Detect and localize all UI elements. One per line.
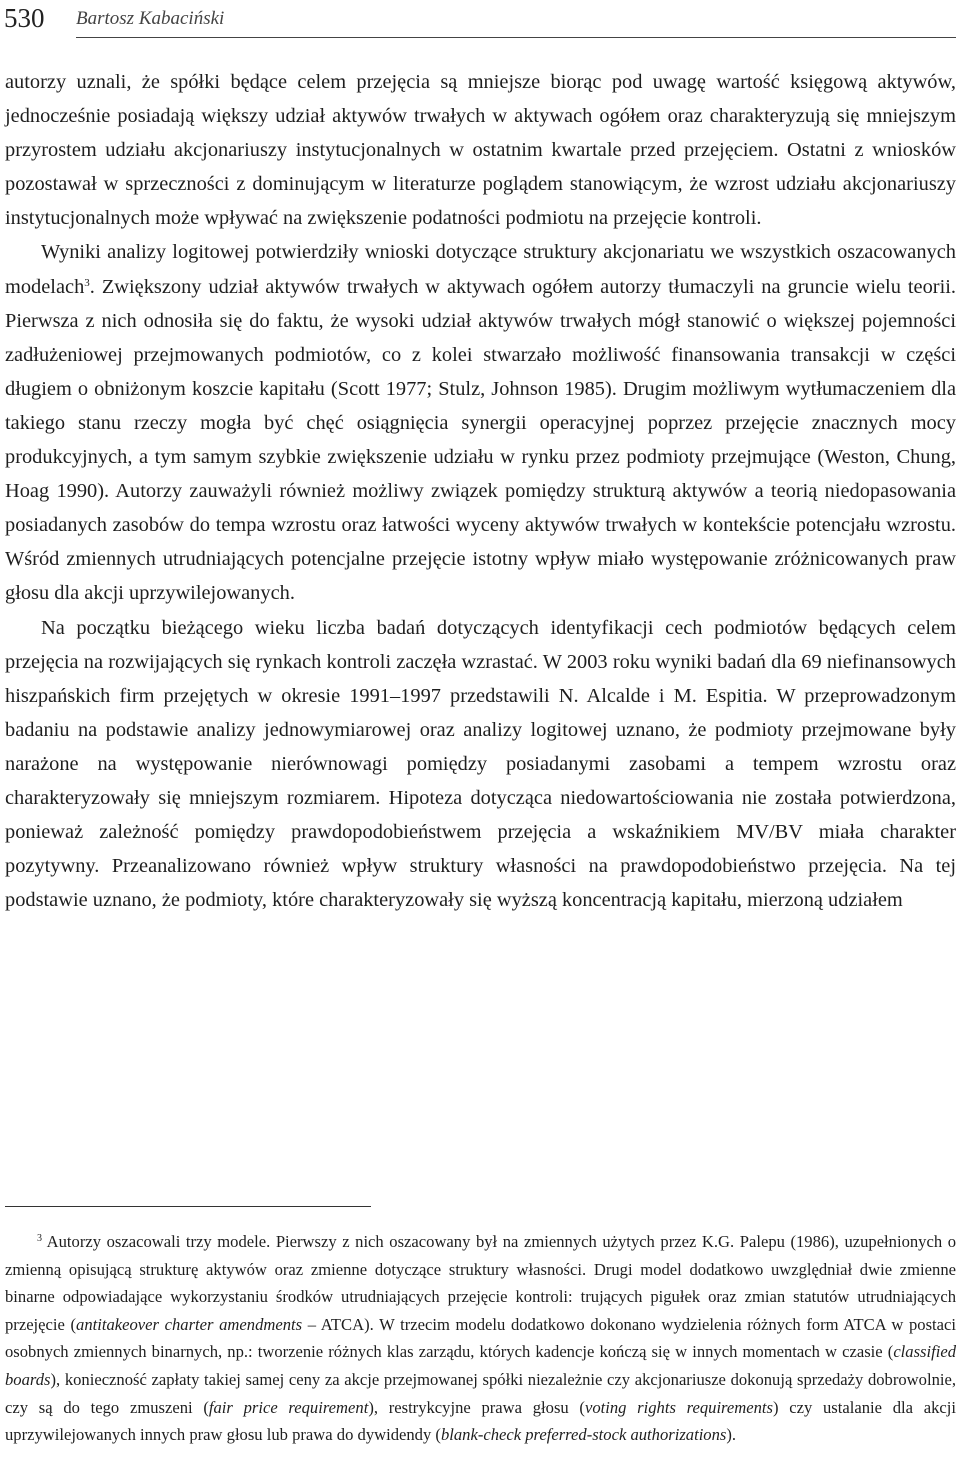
footnote-3 bbox=[5, 1228, 956, 1449]
running-head-author: Bartosz Kabaciński bbox=[76, 8, 225, 29]
footnote-term-voting-rights: voting rights requirements bbox=[584, 1397, 773, 1417]
footnote-text-5: ) czy ustalanie dla akcji uprzywilejowanych innych praw głosu lub prawa do dywidendy ( bbox=[5, 1397, 956, 1445]
footnote-term-atca: antitakeover charter amendments bbox=[76, 1314, 303, 1334]
footnote-text-2: – ATCA). W trzecim modelu dodatkowo dokonano wydzielenia różnych form ATCA w postaci osobnych zmiennych binarnych, np.: tworzenie różnych klas zarządu, których kadencje kończą się w innych momentach w czasie ( bbox=[5, 1314, 957, 1362]
paragraph-1: autorzy uznali, że spółki będące celem przejęcia są mniejsze biorąc pod uwagę wartość księgową aktywów, jednocześnie posiadają większy udział aktywów trwałych w aktywach ogółem oraz charakteryzują się mniejszym przyrostem udziału akcjonariuszy instytucjonalnych w ostatnim kwartale przed przejęciem. Ostatni z wniosków pozostawał w sprzeczności z dominującym w literaturze poglądem stanowiącym, że wzrost udziału akcjonariuszy instytucjonalnych może wpływać na zwiększenie podatności podmiotu na przejęcie kontroli. bbox=[5, 71, 956, 230]
paragraph-3 bbox=[5, 611, 956, 918]
footnote-term-blank-check: blank-check preferred-stock authorizations bbox=[440, 1425, 727, 1445]
footnote-ref-3[interactable]: 3 bbox=[84, 276, 90, 289]
footnote-term-classified-boards: classified boards bbox=[5, 1342, 956, 1389]
footnote-text-4: ), restrykcyjne prawa głosu ( bbox=[368, 1397, 585, 1417]
footnote-text-1: Autorzy oszacowali trzy modele. Pierwszy z nich oszacowany był na zmiennych użytych przez K.G. Palepu (1986), uzupełnionych o zmienną opisującą strukturę aktywów oraz zmienne dotyczące struktury własności. Drugi model dodatkowo uwzględniał dwie zmienne binarne odpowiadające wykorzystaniu środków utrudniających przejęcie kontroli: trujących pigułek oraz zmian statutów utrudniających przejęcie ( bbox=[5, 1232, 956, 1334]
paragraph-2-rest: . Zwiększony udział aktywów trwałych w aktywach ogółem autorzy tłumaczyli na gruncie wielu teorii. Pierwsza z nich odnosiła się do faktu, że wysoki udział aktywów trwałych mógł stanowić o większej pojemności zadłużeniowej przejmowanych podmiotów, co z kolei stwarzało możliwość finansowania transakcji w części długiem o obniżonym koszcie kapitału (Scott 1977; Stulz, Johnson 1985). Drugim możliwym wytłumaczeniem dla takiego stanu rzeczy mogła być chęć osiągnięcia synergii operacyjnej poprzez przejęcie znacznych mocy produkcyjnych, a tym samym szybkie zwiększenie udziału w rynku przez podmioty przejmujące (Weston, Chung, Hoag 1990). Autorzy zauważyli również możliwy związek pomiędzy strukturą aktywów a teorią niedopasowania posiadanych zasobów do tempa wzrostu oraz łatwości wyceny aktywów trwałych w kontekście potencjału wzrostu. Wśród zmiennych utrudniających potencjalne przejęcie istotny wpływ miało występowanie zróżnicowanych praw głosu dla akcji uprzywilejowanych. bbox=[5, 275, 956, 605]
paragraph-3-last-line: że podmioty, które charakteryzowały się wyższą koncentracją kapitału, mierzoną udziałem bbox=[161, 889, 903, 912]
page-number: 530 bbox=[4, 3, 45, 33]
footnote-term-fair-price: fair price requirement bbox=[208, 1397, 369, 1417]
footnote-text-3: ), konieczność zapłaty takiej samej ceny za akcje przejmowanej spółki niezależnie czy akcjonariusze dokonują sprzedaży dobrowolnie, czy są do tego zmuszeni ( bbox=[5, 1369, 956, 1417]
page-header bbox=[4, 2, 956, 40]
footnote-text-6: ). bbox=[726, 1425, 737, 1445]
footnotes bbox=[5, 1228, 956, 1449]
footnote-separator bbox=[5, 1206, 371, 1207]
paragraph-3-text: Na początku bieżącego wieku liczba badań dotyczących identyfikacji cech podmiotów będących celem przejęcia na rozwijających się rynkach kontroli zaczęła wzrastać. W 2003 roku wyniki badań dla 69 niefinansowych hiszpańskich firm przejętych w okresie 1991–1997 przedstawili N. Alcalde i M. Espitia. W przeprowadzonym badaniu na podstawie analizy jednowymiarowej oraz analizy logitowej uznano, że podmioty przejmowane były narażone na występowanie nierównowagi pomiędzy posiadanymi zasobami a tempem wzrostu oraz charakteryzowały się mniejszym rozmiarem. Hipoteza dotycząca niedowartościowania nie została potwierdzona, ponieważ zależność pomiędzy prawdopodobieństwem przejęcia a wskaźnikiem MV/BV miała charakter pozytywny. Przeanalizowano również wpływ struktury własności na prawdopodobieństwo przejęcia. Na tej podstawie uznano, bbox=[5, 616, 956, 912]
body-text bbox=[5, 65, 956, 917]
header-rule bbox=[76, 37, 956, 38]
footnote-marker: 3 bbox=[37, 1233, 42, 1244]
paragraph-2-start: Wyniki analizy logitowej potwierdziły wnioski dotyczące struktury akcjonariatu we wszystkich oszacowanych modelach bbox=[5, 241, 956, 298]
paragraph-2 bbox=[5, 235, 956, 610]
